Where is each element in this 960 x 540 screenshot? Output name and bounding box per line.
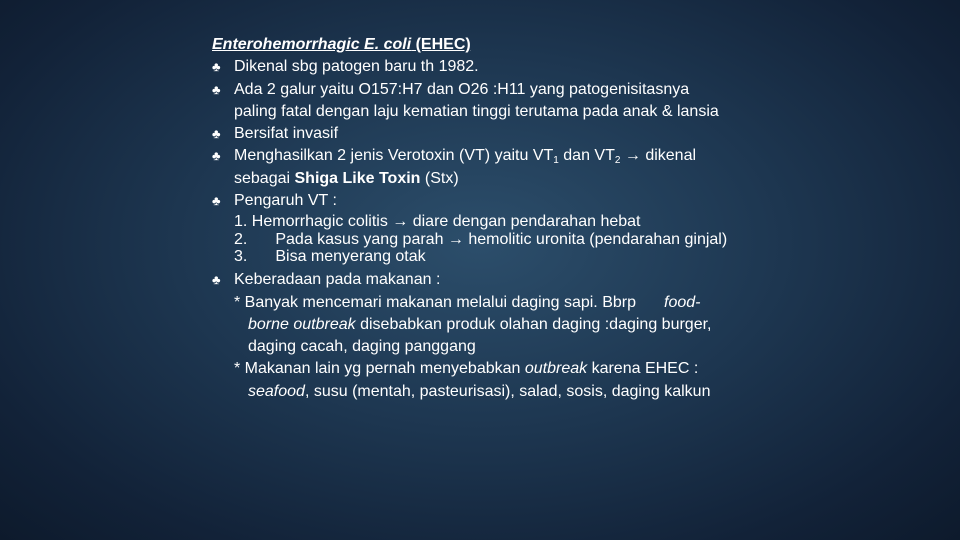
sub-item-text: hemolitic uronita (pendarahan ginjal) — [463, 230, 728, 248]
slide-title — [212, 34, 812, 56]
bullet-text: Dikenal sbg patogen baru th 1982. — [234, 58, 479, 76]
bullet-item — [212, 145, 812, 167]
bullet-text: karena EHEC : — [587, 360, 699, 378]
bullet-text: sebagai — [234, 169, 295, 187]
bullet-continuation — [212, 314, 812, 336]
bullet-item — [212, 56, 812, 78]
bullet-text: paling fatal dengan laju kematian tinggi terutama pada anak & lansia — [234, 102, 719, 120]
bullet-text: Menghasilkan 2 jenis Verotoxin (VT) yaitu VT — [234, 147, 554, 165]
club-bullet-icon: ♣ — [212, 126, 221, 142]
bullet-item — [212, 269, 812, 291]
bullet-continuation — [212, 336, 812, 358]
bullet-text: * Makanan lain yg pernah menyebabkan — [234, 360, 525, 378]
arrow-icon: → — [447, 230, 464, 248]
arrow-icon: → — [624, 147, 641, 165]
sub-item-number: 2. — [234, 230, 248, 248]
bullet-text: Ada 2 galur yaitu O157:H7 dan O26 :H11 yang patogenisitasnya — [234, 80, 690, 98]
bullet-text: disebabkan produk olahan daging :daging burger, — [355, 315, 712, 333]
bullet-continuation — [212, 292, 812, 314]
bullet-continuation — [212, 381, 812, 403]
italic-text: food- — [664, 293, 701, 311]
bullet-continuation — [212, 101, 812, 123]
bullet-continuation — [212, 358, 812, 380]
subscript: 2 — [614, 155, 621, 167]
bullet-text: Bersifat invasif — [234, 125, 339, 143]
bullet-continuation — [212, 168, 812, 190]
italic-text: outbreak — [524, 360, 588, 378]
sub-item-text: diare dengan pendarahan hebat — [408, 213, 641, 231]
slide-content — [212, 34, 812, 403]
title-organism: Enterohemorrhagic E. coli — [212, 36, 412, 53]
sub-item-text: Pada kasus yang parah — [275, 230, 448, 248]
bullet-text: daging cacah, daging panggang — [248, 338, 476, 356]
club-bullet-icon: ♣ — [212, 272, 221, 288]
bullet-text: dikenal — [640, 147, 697, 165]
bullet-text: (Stx) — [420, 169, 459, 187]
bullet-text: dan VT — [558, 147, 615, 165]
bullet-text: * Banyak mencemari makanan melalui daging sapi. Bbrp — [234, 293, 636, 311]
club-bullet-icon: ♣ — [212, 81, 221, 97]
sub-list-item — [212, 248, 812, 265]
sub-list-item — [212, 231, 812, 248]
bullet-text: Keberadaan pada makanan : — [234, 271, 441, 289]
bullet-item — [212, 79, 812, 101]
bullet-text: Pengaruh VT : — [234, 192, 337, 210]
toxin-name: Shiga Like Toxin — [294, 169, 421, 187]
arrow-icon: → — [392, 213, 409, 231]
bullet-text: , susu (mentah, pasteurisasi), salad, sosis, daging kalkun — [304, 382, 711, 400]
bullet-item — [212, 190, 812, 212]
bullet-item — [212, 123, 812, 145]
title-abbrev: (EHEC) — [411, 36, 471, 53]
club-bullet-icon: ♣ — [212, 59, 221, 75]
club-bullet-icon: ♣ — [212, 148, 221, 164]
sub-item-text: Bisa menyerang otak — [275, 247, 426, 265]
subscript: 1 — [553, 155, 559, 167]
sub-list-item — [212, 213, 812, 230]
sub-item-number: 3. — [234, 247, 248, 265]
sub-item-text: 1. Hemorrhagic colitis — [234, 213, 393, 231]
club-bullet-icon: ♣ — [212, 193, 221, 209]
italic-text: borne outbreak — [248, 315, 356, 333]
italic-text: seafood — [248, 382, 305, 400]
